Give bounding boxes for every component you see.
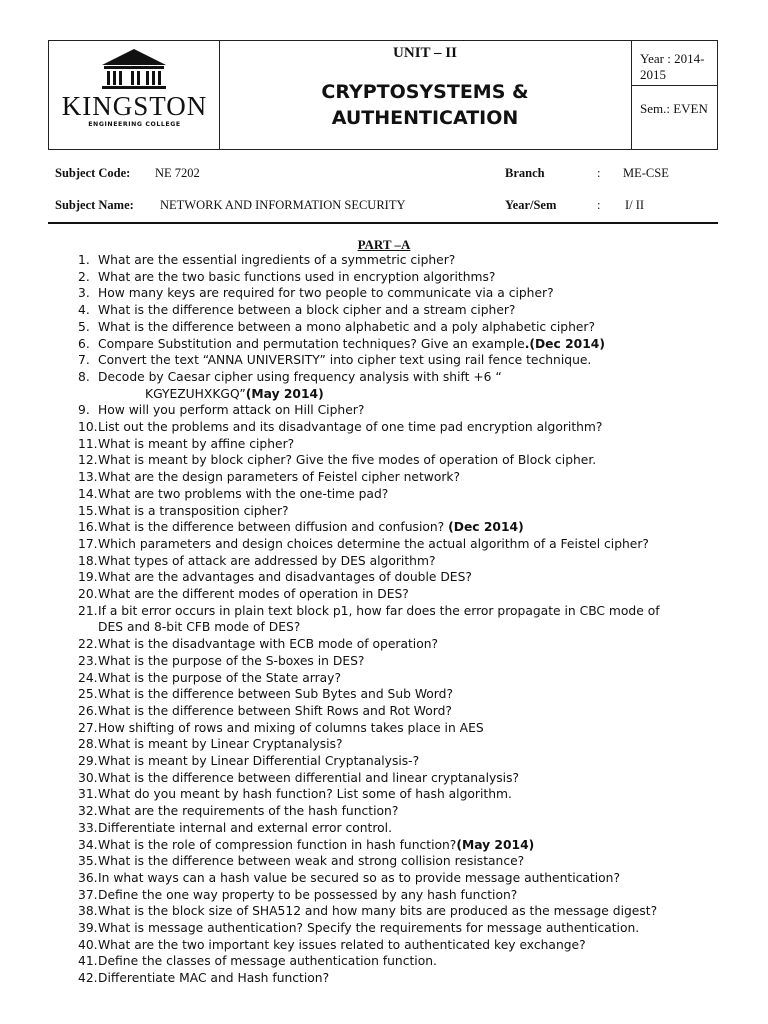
question-number: 33. <box>78 820 98 835</box>
title-line-2: AUTHENTICATION <box>331 107 519 129</box>
question-number: 9. <box>78 403 90 418</box>
branch-label: Branch <box>505 166 545 180</box>
question-text: What is the disadvantage with ECB mode of operation? <box>98 637 439 652</box>
question-number: 3. <box>78 286 90 301</box>
question-text: What are the requirements of the hash function? <box>98 804 399 819</box>
question-number: 20. <box>78 587 98 601</box>
question-text: What is the difference between Shift Rows and Rot Word? <box>98 703 452 718</box>
college-logo <box>49 41 219 149</box>
sem-text: Sem.: EVEN <box>640 101 708 116</box>
question-number: 29. <box>78 754 98 768</box>
branch-value: ME-CSE <box>623 166 669 180</box>
exam-tag: (May 2014) <box>456 837 535 852</box>
question-text: Decode by Caesar cipher using frequency analysis with shift +6 “ <box>98 369 502 384</box>
question-number: 22. <box>78 637 98 652</box>
question-number: 12. <box>78 453 98 468</box>
question-text: What are the two important key issues related to authenticated key exchange? <box>98 937 586 952</box>
question-number: 23. <box>78 653 98 668</box>
exam-tag: (May 2014) <box>245 386 324 401</box>
question-number: 40. <box>78 937 98 952</box>
question-text: Differentiate MAC and Hash function? <box>98 971 330 986</box>
question-text: In what ways can a hash value be secured so as to provide message authentication? <box>98 870 621 885</box>
question-text: Which parameters and design choices determine the actual algorithm of a Feistel cipher? <box>98 536 649 551</box>
question-number: 31. <box>78 787 98 802</box>
question-text: What are the design parameters of Feistel cipher network? <box>98 470 461 485</box>
question-text: What is the difference between diffusion and confusion? (Dec 2014) <box>98 520 524 535</box>
subject-name-label: Subject Name: <box>55 198 134 212</box>
question-text: KGYEZUHXKGQ”(May 2014) <box>145 386 324 401</box>
question-text: What types of attack are addressed by DES algorithm? <box>98 553 436 568</box>
year-sem-cell <box>631 41 718 149</box>
question-text: How shifting of rows and mixing of columns takes place in AES <box>98 720 484 735</box>
header-table <box>48 40 718 150</box>
question-number: 19. <box>78 570 98 585</box>
question-text: What is a transposition cipher? <box>98 503 289 518</box>
question-text: What is the role of compression function in hash function?(May 2014) <box>98 837 535 852</box>
subject-code-label: Subject Code: <box>55 166 131 180</box>
question-text: What is meant by Linear Cryptanalysis? <box>98 737 343 752</box>
question-text: If a bit error occurs in plain text block p1, how far does the error propagate in CBC mode of <box>98 603 660 618</box>
question-number: 21. <box>78 603 98 618</box>
unit-label: UNIT – II <box>393 45 457 61</box>
question-text: What are the advantages and disadvantages of double DES? <box>98 570 472 585</box>
question-number: 27. <box>78 720 98 735</box>
question-text: List out the problems and its disadvantage of one time pad encryption algorithm? <box>98 420 603 434</box>
header-divider <box>48 222 718 224</box>
question-text: Differentiate internal and external error control. <box>98 820 392 835</box>
question-text: What is the block size of SHA512 and how many bits are produced as the message digest? <box>98 904 658 919</box>
subject-code-value: NE 7202 <box>155 166 200 180</box>
question-text: What do you meant by hash function? List some of hash algorithm. <box>98 787 512 802</box>
question-text: What is meant by block cipher? Give the five modes of operation of Block cipher. <box>98 453 597 468</box>
question-text: What is the difference between differential and linear cryptanalysis? <box>98 770 520 785</box>
question-number: 4. <box>78 303 90 318</box>
question-number: 28. <box>78 737 98 752</box>
year-sem-colon: : <box>597 198 601 212</box>
question-text: Convert the text “ANNA UNIVERSITY” into cipher text using rail fence technique. <box>98 353 592 368</box>
question-number: 7. <box>78 353 90 368</box>
exam-tag: .(Dec 2014) <box>524 336 605 351</box>
title-line-1: CRYPTOSYSTEMS & <box>321 81 529 103</box>
question-number: 25. <box>78 687 98 702</box>
question-text: What is the difference between a mono alphabetic and a poly alphabetic cipher? <box>98 319 596 334</box>
question-number: 34. <box>78 837 98 852</box>
logo-wordmark: KINGSTON <box>61 91 208 121</box>
building-icon <box>49 41 219 93</box>
question-number: 38. <box>78 904 98 919</box>
question-number: 13. <box>78 470 98 485</box>
question-text: What is meant by Linear Differential Cryptanalysis-? <box>98 754 420 768</box>
question-text: How will you perform attack on Hill Cipher? <box>98 403 365 418</box>
question-number: 30. <box>78 770 98 785</box>
question-text: What is message authentication? Specify the requirements for message authentication. <box>98 921 640 935</box>
question-text: What are the essential ingredients of a symmetric cipher? <box>98 253 456 267</box>
question-text: What is the difference between Sub Bytes and Sub Word? <box>98 687 453 702</box>
question-number: 32. <box>78 804 98 819</box>
question-number: 17. <box>78 536 98 551</box>
question-text: DES and 8-bit CFB mode of DES? <box>98 620 301 635</box>
year-text: Year : 2014-2015 <box>640 51 705 82</box>
question-number: 14. <box>78 486 98 501</box>
part-a-heading: PART –A <box>357 237 411 252</box>
question-number: 35. <box>78 854 98 869</box>
question-number: 37. <box>78 887 98 902</box>
question-number: 42. <box>78 971 98 986</box>
question-number: 26. <box>78 703 98 718</box>
sem-row <box>632 86 718 149</box>
question-number: 2. <box>78 269 90 284</box>
subject-name-value: NETWORK AND INFORMATION SECURITY <box>160 198 406 212</box>
year-row <box>632 41 718 86</box>
exam-tag: (Dec 2014) <box>448 520 524 535</box>
question-text: Compare Substitution and permutation techniques? Give an example.(Dec 2014) <box>98 336 605 351</box>
question-text: What is the purpose of the State array? <box>98 670 341 685</box>
question-text: Define the one way property to be possessed by any hash function? <box>98 887 518 902</box>
question-number: 24. <box>78 670 98 685</box>
question-number: 15. <box>78 503 98 518</box>
question-number: 39. <box>78 921 98 935</box>
question-number: 36. <box>78 870 98 885</box>
year-sem-value: I/ II <box>625 198 645 212</box>
question-number: 16. <box>78 520 98 535</box>
question-text: Define the classes of message authentication function. <box>98 954 437 969</box>
question-number: 18. <box>78 553 98 568</box>
question-number: 6. <box>78 336 90 351</box>
branch-colon: : <box>597 166 601 180</box>
question-number: 10. <box>78 420 98 434</box>
question-number: 11. <box>78 436 98 451</box>
question-number: 5. <box>78 319 90 334</box>
question-text: What is the difference between weak and strong collision resistance? <box>98 854 525 869</box>
question-text: What are two problems with the one-time pad? <box>98 486 389 501</box>
question-text: What are the two basic functions used in encryption algorithms? <box>98 269 496 284</box>
document-title <box>220 79 630 131</box>
question-number: 41. <box>78 954 98 969</box>
logo-subtitle: ENGINEERING COLLEGE <box>88 121 181 128</box>
question-text: What is the purpose of the S-boxes in DES? <box>98 653 365 668</box>
question-number: 1. <box>78 253 90 267</box>
question-text: What is meant by affine cipher? <box>98 436 295 451</box>
question-number: 8. <box>78 369 90 384</box>
question-text: How many keys are required for two people to communicate via a cipher? <box>98 286 554 301</box>
title-cell <box>220 41 630 149</box>
year-sem-label: Year/Sem <box>505 198 557 212</box>
question-text: What is the difference between a block cipher and a stream cipher? <box>98 303 516 318</box>
logo-cell <box>49 41 220 149</box>
question-text: What are the different modes of operation in DES? <box>98 587 409 601</box>
